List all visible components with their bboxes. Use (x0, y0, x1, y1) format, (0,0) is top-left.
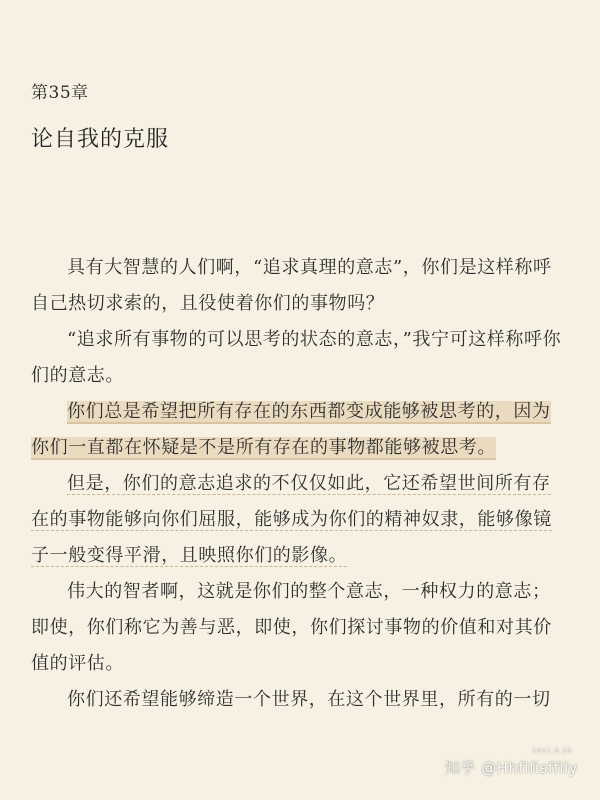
paragraph-4-underlined[interactable] (31, 466, 569, 574)
paragraph-1 (31, 250, 569, 322)
chapter-title: 论自我的克服 (31, 127, 170, 152)
paragraph-5 (31, 574, 569, 682)
highlighted-text[interactable]: 你们总是希望把所有存在的东西都变成能够被思考的，因为你们一直都在怀疑是不是所有存在的事物都能够被思考。 (31, 401, 551, 458)
paragraph-text: 伟大的智者啊，这就是你们的整个意志，一种权力的意志；即使，你们称它为善与恶，即使，你们探讨事物的价值和对其价值的评估。 (31, 581, 552, 674)
paragraph-text: 具有大智慧的人们啊，“追求真理的意志”，你们是这样称呼自己热切求索的，且役使着你们的事物吗？ (31, 257, 552, 314)
underlined-text[interactable]: 但是，你们的意志追求的不仅仅如此，它还希望世间所有存在的事物能够向你们屈服，能够成为你们的精神奴隶，能够像镜子一般变得平滑，且映照你们的影像。 (31, 473, 552, 566)
paragraph-3-highlighted[interactable] (31, 394, 569, 466)
zhihu-watermark (444, 747, 578, 778)
watermark-date: 2021.6.29 (531, 747, 572, 755)
paragraph-text: 你们还希望能够缔造一个世界，在这个世界里，所有的一切 (67, 689, 551, 710)
chapter-body (31, 250, 569, 718)
watermark-text: 知乎 @Hhfifisffily (444, 759, 578, 777)
chapter-number: 第35章 (31, 83, 89, 103)
paragraph-2 (31, 322, 569, 394)
paragraph-6 (31, 682, 569, 718)
paragraph-text: “追求所有事物的可以思考的状态的意志，”我宁可这样称呼你们的意志。 (31, 329, 562, 386)
